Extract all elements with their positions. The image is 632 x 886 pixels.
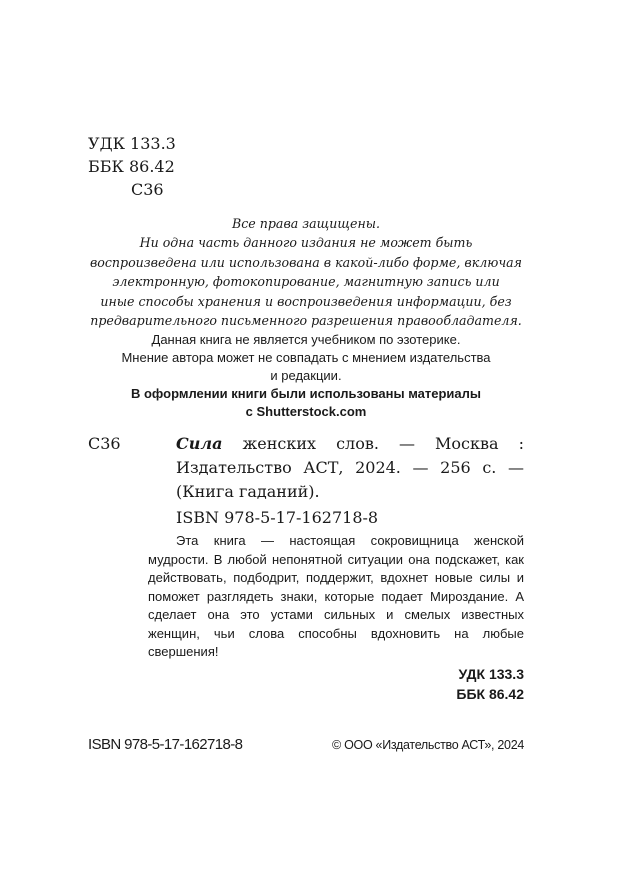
annotation — [148, 532, 524, 662]
annotation-text: Эта книга — настоящая сокровищница женской мудрости. В любой непонятной ситуации она подскажет, как действовать, подбодрит, поддержит, вдохнет новые силы и поможет разглядеть знаки, которые подает Мироздание. А сделает она это устами сильных и смелых известных женщин, чьи слова способны вдохновить на любые свершения! — [148, 533, 524, 659]
udk-code-bottom: УДК 133.3 — [458, 666, 524, 682]
classification-bottom — [456, 664, 524, 704]
disclaimer — [88, 331, 524, 421]
bbk-code-bottom: ББК 86.42 — [456, 686, 524, 702]
disclaimer-line: Данная книга не является учебником по эзотерике. — [151, 332, 461, 347]
image-credit-line: В оформлении книги были использованы материалы — [130, 386, 482, 401]
udk-code: УДК 133.3 — [88, 134, 176, 153]
rights-line: электронную, фотокопирование, магнитную запись или — [112, 274, 500, 290]
footer-copyright: © ООО «Издательство АСТ», 2024 — [332, 738, 524, 752]
rights-line: иные способы хранения и воспроизведения информации, без — [100, 293, 512, 309]
rights-notice — [88, 214, 524, 330]
disclaimer-line: Мнение автора может не совпадать с мнением издательства — [121, 350, 491, 365]
rights-line: воспроизведена или использована в какой-либо форме, включая — [89, 254, 523, 270]
disclaimer-line: и редакции. — [270, 368, 342, 383]
image-credit-line: с Shutterstock.com — [245, 404, 367, 419]
book-title: Сила — [176, 434, 223, 453]
author-mark: С36 — [131, 180, 164, 199]
entry-description: женских слов. — Москва : Издательство АСТ, 2024. — 256 с. — (Книга гаданий). — [176, 434, 524, 501]
entry-code: С36 — [88, 434, 121, 453]
bibliographic-entry — [176, 432, 524, 504]
rights-line: предварительного письменного разрешения правообладателя. — [90, 313, 522, 329]
rights-line: Все права защищены. — [232, 216, 380, 231]
bbk-code: ББК 86.42 — [88, 157, 175, 176]
entry-isbn: ISBN 978-5-17-162718-8 — [176, 508, 379, 527]
footer-isbn: ISBN 978-5-17-162718-8 — [88, 736, 243, 753]
rights-line: Ни одна часть данного издания не может быть — [139, 235, 473, 251]
